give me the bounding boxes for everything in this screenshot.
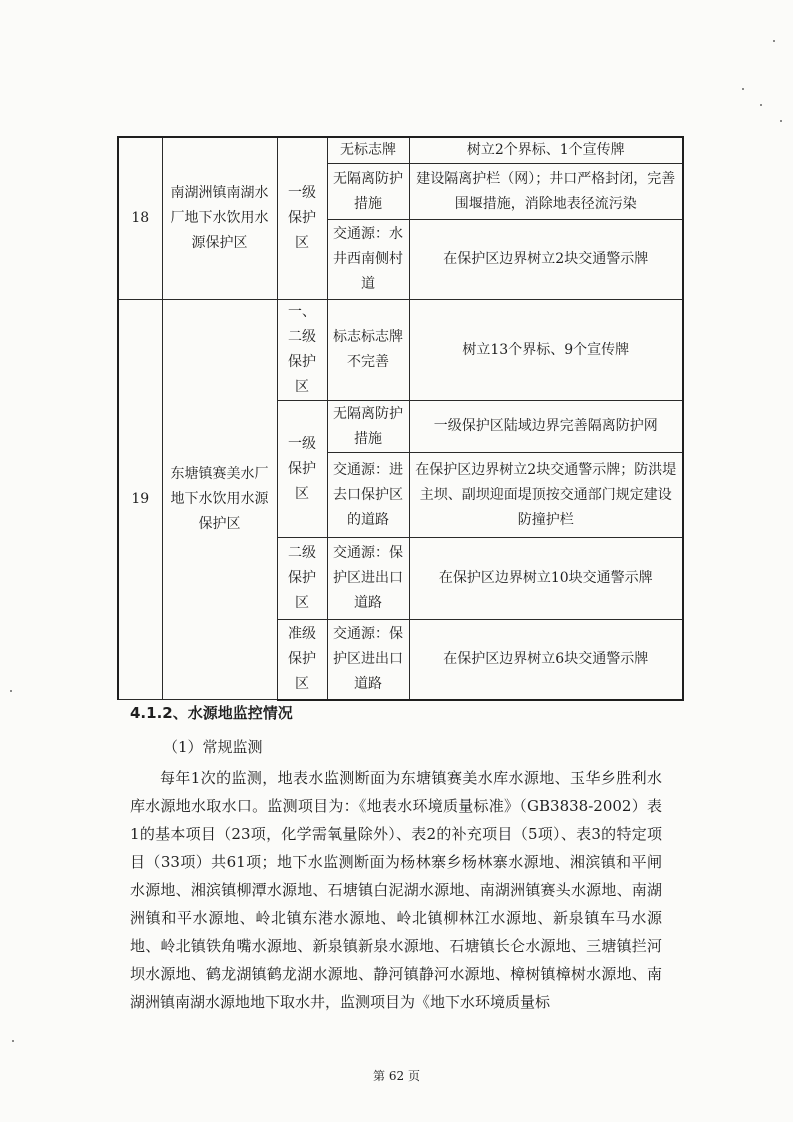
section-heading: 4.1.2、水源地监控情况 (130, 704, 293, 722)
measure-cell: 在保护区边界树立2块交通警示牌；防洪堤主坝、副坝迎面堤顶按交通部门规定建设防撞护栏 (409, 453, 683, 538)
subsection-heading: （1）常规监测 (163, 738, 263, 756)
protection-zone: 一级保护区 (277, 401, 327, 538)
source-name: 南湖洲镇南湖水厂地下水饮用水源保护区 (162, 137, 277, 300)
measure-cell: 在保护区边界树立2块交通警示牌 (409, 220, 683, 300)
measure-cell: 树立13个界标、9个宣传牌 (409, 300, 683, 401)
scan-speck (760, 104, 762, 106)
table-row (118, 300, 683, 401)
protection-zone: 一级保护区 (277, 137, 327, 300)
problem-cell: 交通源：水井西南侧村道 (327, 220, 409, 300)
protection-measures-table (117, 136, 684, 701)
scan-speck (780, 120, 782, 122)
problem-cell: 无隔离防护措施 (327, 401, 409, 453)
problem-cell: 无隔离防护措施 (327, 164, 409, 220)
problem-cell: 交通源：保护区进出口道路 (327, 620, 409, 700)
scan-speck (742, 88, 744, 90)
problem-cell: 交通源：保护区进出口道路 (327, 538, 409, 620)
body-paragraph: 每年1次的监测，地表水监测断面为东塘镇赛美水库水源地、玉华乡胜利水库水源地水取水口。监测项目为：《地表水环境质量标准》（GB3838-2002）表1的基本项目（23项，化学需氧量除外）、表2的补充项目（5项）、表3的特定项目（33项）共61项；地下水监测断面为杨林寨乡杨林寨水源地、湘滨镇和平闸水源地、湘滨镇柳潭水源地、石塘镇白泥湖水源地、南湖洲镇赛头水源地、南湖洲镇和平水源地、岭北镇东港水源地、岭北镇柳林江水源地、新泉镇车马水源地、岭北镇铁角嘴水源地、新泉镇新泉水源地、石塘镇长仑水源地、三塘镇拦河坝水源地、鹤龙湖镇鹤龙湖水源地、静河镇静河水源地、樟树镇樟树水源地、南湖洲镇南湖水源地地下取水井，监测项目为《地下水环境质量标 (130, 769, 662, 1011)
measure-cell: 在保护区边界树立10块交通警示牌 (409, 538, 683, 620)
protection-zone: 二级保护区 (277, 538, 327, 620)
row-number: 18 (118, 137, 162, 300)
source-name: 东塘镇赛美水厂地下水饮用水源保护区 (162, 300, 277, 700)
protection-zone: 一、二级保护区 (277, 300, 327, 401)
measure-cell: 树立2个界标、1个宣传牌 (409, 137, 683, 164)
scan-speck (773, 40, 775, 42)
row-number: 19 (118, 300, 162, 700)
problem-cell: 无标志牌 (327, 137, 409, 164)
scan-speck (12, 1040, 14, 1042)
table-row (118, 137, 683, 164)
page-number: 第 62 页 (373, 1069, 420, 1083)
measure-cell: 一级保护区陆域边界完善隔离防护网 (409, 401, 683, 453)
measure-cell: 建设隔离护栏（网）；井口严格封闭，完善围堰措施，消除地表径流污染 (409, 164, 683, 220)
problem-cell: 标志标志牌不完善 (327, 300, 409, 401)
protection-zone: 准级保护区 (277, 620, 327, 700)
scan-speck (10, 690, 12, 692)
problem-cell: 交通源：进去口保护区的道路 (327, 453, 409, 538)
measure-cell: 在保护区边界树立6块交通警示牌 (409, 620, 683, 700)
